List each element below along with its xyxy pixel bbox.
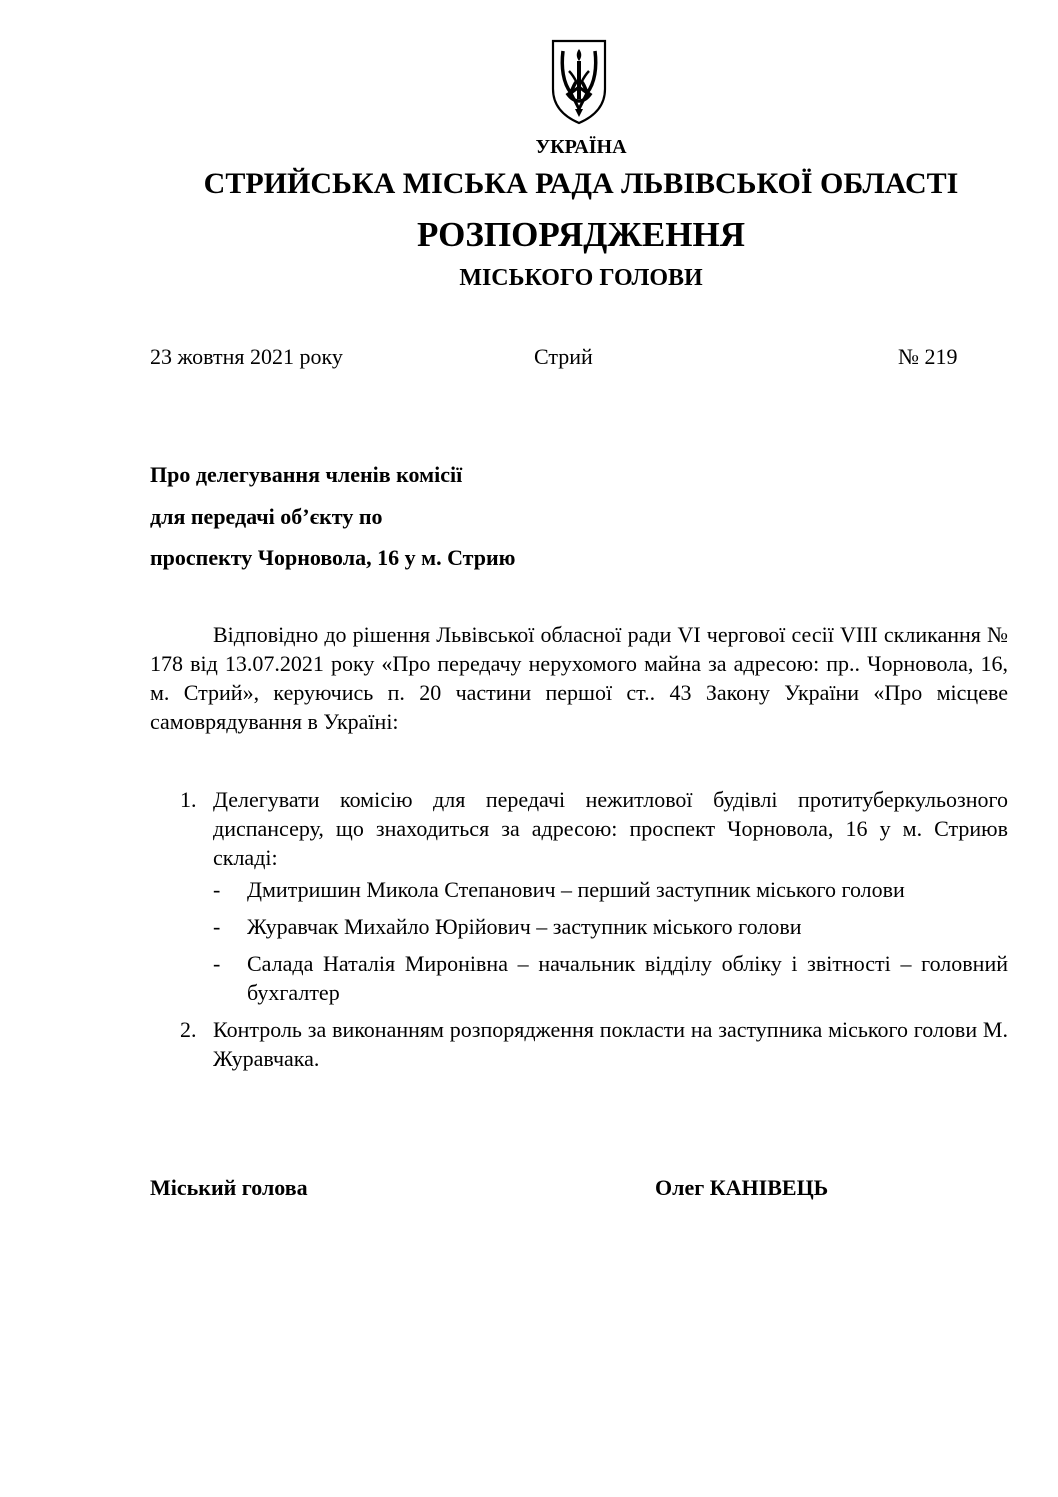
coat-of-arms-emblem [549,37,609,125]
member-item [150,949,1008,1007]
member-text: Дмитришин Микола Степанович – перший заступник міського голови [247,877,905,902]
council-heading: СТРИЙСЬКА МІСЬКА РАДА ЛЬВІВСЬКОЇ ОБЛАСТІ [203,167,959,200]
member-text: Салада Наталія Миронівна – начальник відділу обліку і звітності – головний бухгалтер [247,951,1008,1005]
document-city: Стрий [534,344,593,369]
dash-bullet: - [213,877,221,902]
document-subject [150,462,515,587]
signature-title: Міський голова [150,1175,308,1200]
list-item [150,1015,1008,1073]
item-number: 1. [180,787,197,812]
country-heading: УКРАЇНА [535,136,627,158]
subject-line: Про делегування членів комісії [150,462,463,487]
document-type-heading: РОЗПОРЯДЖЕННЯ [417,215,745,254]
member-text: Журавчак Михайло Юрійович – заступник міського голови [247,914,802,939]
subject-line: проспекту Чорновола, 16 у м. Стрию [150,545,516,570]
issuer-heading: МІСЬКОГО ГОЛОВИ [459,265,703,291]
item-text: Делегувати комісію для передачі нежитлової будівлі протитуберкульозного диспансеру, що знаходиться за адресою: проспект Чорновола, 16 у м. Стриюв складі: [213,787,1008,870]
member-item [150,912,1008,941]
member-item [150,875,1008,904]
signature-name: Олег КАНІВЕЦЬ [655,1175,829,1200]
document-date: 23 жовтня 2021 року [150,344,343,369]
item-text: Контроль за виконанням розпорядження покласти на заступника міського голови М. Журавчака. [213,1017,1008,1071]
commission-members [150,875,1008,1007]
document-number: № 219 [898,344,958,369]
dash-bullet: - [213,951,221,976]
dash-bullet: - [213,914,221,939]
preamble-paragraph: Відповідно до рішення Львівської обласної ради VI чергової сесії VIII скликання № 178 від 13.07.2021 року «Про передачу нерухомого майна за адресою: пр.. Чорновола, 16, м. Стрий», керуючись п. 20 частини першої ст.. 43 Закону України «Про місцеве самоврядування в Україні: [150,622,1008,734]
decision-list [150,785,1008,1073]
item-number: 2. [180,1017,197,1042]
list-item [150,785,1008,872]
subject-line: для передачі об’єкту по [150,503,383,529]
